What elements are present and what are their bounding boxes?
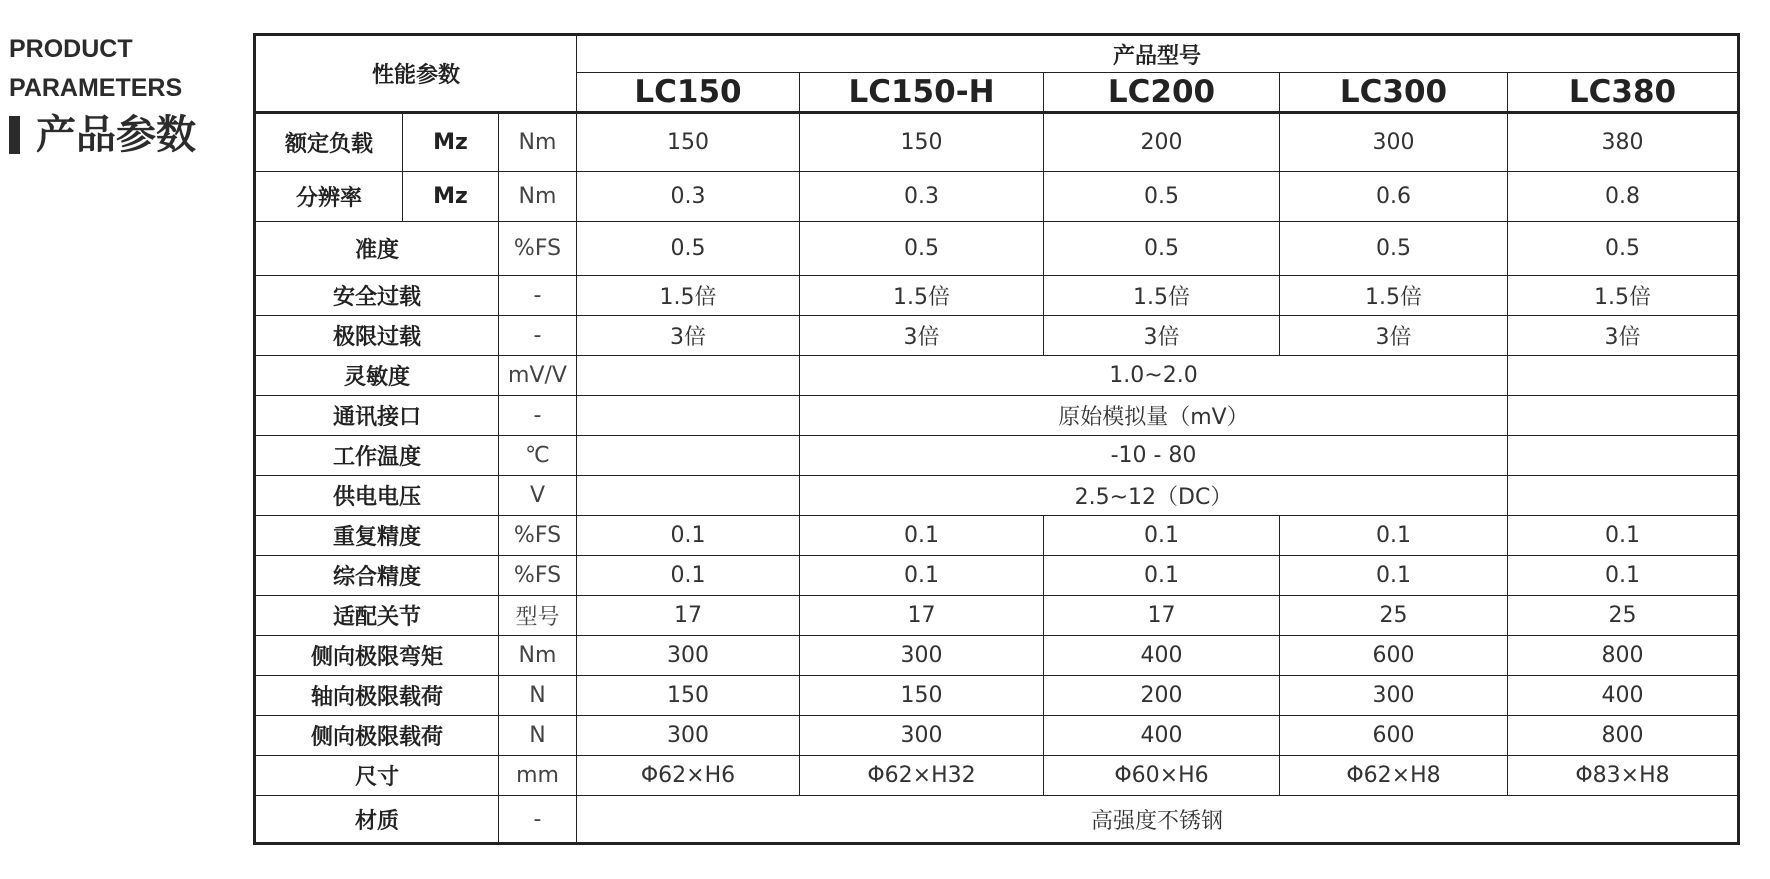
value-cell: 25 [1508,596,1739,636]
model-header: LC150-H [800,73,1044,113]
row-unit: V [499,476,577,516]
value-cell: 300 [800,636,1044,676]
value-cell: 0.5 [1508,222,1739,276]
row-unit: Nm [499,636,577,676]
model-header: LC380 [1508,73,1739,113]
value-cell: 1.5倍 [1280,276,1508,316]
empty-cell [1508,356,1739,396]
row-label: 极限过载 [255,316,499,356]
value-cell: 1.5倍 [1508,276,1739,316]
value-cell: 300 [577,716,800,756]
parameters-table [253,33,1740,845]
value-cell: 0.1 [577,516,800,556]
value-cell: 0.5 [1280,222,1508,276]
row-label: 分辨率 [255,172,403,222]
empty-cell [577,396,800,436]
value-cell: 17 [577,596,800,636]
merged-value-cell: 高强度不锈钢 [577,796,1739,844]
value-cell: 400 [1508,676,1739,716]
row-unit: %FS [499,556,577,596]
merged-value-cell: -10 - 80 [800,436,1508,476]
value-cell: 150 [800,676,1044,716]
value-cell: 0.1 [1280,556,1508,596]
empty-cell [577,356,800,396]
row-unit: Nm [499,172,577,222]
value-cell: 0.1 [1280,516,1508,556]
value-cell: 400 [1044,636,1280,676]
heading-line-parameters: PARAMETERS [9,74,183,102]
value-cell: 300 [1280,113,1508,172]
table-row [255,556,1739,596]
value-cell: 17 [1044,596,1280,636]
row-unit: N [499,676,577,716]
row-unit: - [499,396,577,436]
value-cell: 1.5倍 [800,276,1044,316]
row-label: 安全过载 [255,276,499,316]
row-label: 供电电压 [255,476,499,516]
table-row [255,172,1739,222]
row-unit: %FS [499,516,577,556]
row-label: 额定负载 [255,113,403,172]
heading-cn-text: 产品参数 [36,112,196,158]
value-cell: 25 [1280,596,1508,636]
table-row [255,396,1739,436]
value-cell: 800 [1508,636,1739,676]
value-cell: 600 [1280,636,1508,676]
empty-cell [1508,476,1739,516]
value-cell: 600 [1280,716,1508,756]
value-cell: 0.3 [800,172,1044,222]
table-row [255,113,1739,172]
value-cell: 300 [1280,676,1508,716]
value-cell: 150 [577,676,800,716]
empty-cell [577,436,800,476]
table-row [255,676,1739,716]
value-cell: 0.1 [1044,556,1280,596]
value-cell: 0.5 [800,222,1044,276]
value-cell: 3倍 [1280,316,1508,356]
row-label: 准度 [255,222,499,276]
empty-cell [1508,436,1739,476]
row-label: 适配关节 [255,596,499,636]
value-cell: Φ62×H6 [577,756,800,796]
value-cell: Φ83×H8 [1508,756,1739,796]
value-cell: 3倍 [1044,316,1280,356]
table-row [255,596,1739,636]
merged-value-cell: 1.0~2.0 [800,356,1508,396]
heading-cn [9,112,196,158]
row-unit: - [499,316,577,356]
value-cell: 0.8 [1508,172,1739,222]
value-cell: 400 [1044,716,1280,756]
table-row [255,716,1739,756]
table-row [255,796,1739,844]
value-cell: 3倍 [577,316,800,356]
model-header: LC200 [1044,73,1280,113]
row-label: 综合精度 [255,556,499,596]
value-cell: 150 [577,113,800,172]
empty-cell [577,476,800,516]
value-cell: 0.1 [1508,516,1739,556]
value-cell: 3倍 [800,316,1044,356]
value-cell: 0.3 [577,172,800,222]
row-label: 灵敏度 [255,356,499,396]
merged-value-cell: 2.5~12（DC） [800,476,1508,516]
empty-cell [1508,396,1739,436]
section-heading [9,30,196,158]
model-header: LC300 [1280,73,1508,113]
row-label: 材质 [255,796,499,844]
heading-line-product: PRODUCT [9,35,133,63]
row-unit: - [499,276,577,316]
value-cell: 800 [1508,716,1739,756]
header-performance-params: 性能参数 [255,35,577,113]
row-label: 侧向极限载荷 [255,716,499,756]
row-unit: ℃ [499,436,577,476]
value-cell: 1.5倍 [577,276,800,316]
header-row-top [255,35,1739,73]
value-cell: 0.1 [1508,556,1739,596]
row-label: 轴向极限载荷 [255,676,499,716]
table-row [255,316,1739,356]
value-cell: 300 [577,636,800,676]
row-unit: Nm [499,113,577,172]
table-row [255,222,1739,276]
value-cell: 200 [1044,676,1280,716]
table-row [255,276,1739,316]
value-cell: 0.1 [800,556,1044,596]
table-row [255,516,1739,556]
value-cell: 300 [800,716,1044,756]
row-sublabel: Mz [403,113,499,172]
row-sublabel: Mz [403,172,499,222]
header-product-model: 产品型号 [577,35,1739,73]
value-cell: 1.5倍 [1044,276,1280,316]
table-row [255,436,1739,476]
row-label: 尺寸 [255,756,499,796]
value-cell: 3倍 [1508,316,1739,356]
row-unit: mV/V [499,356,577,396]
row-label: 工作温度 [255,436,499,476]
table-row [255,356,1739,396]
value-cell: 17 [800,596,1044,636]
heading-bar-decoration [9,116,20,154]
value-cell: 0.5 [577,222,800,276]
value-cell: Φ62×H32 [800,756,1044,796]
value-cell: 0.1 [577,556,800,596]
value-cell: 0.1 [1044,516,1280,556]
row-label: 重复精度 [255,516,499,556]
value-cell: Φ62×H8 [1280,756,1508,796]
row-unit: %FS [499,222,577,276]
row-label: 侧向极限弯矩 [255,636,499,676]
table-row [255,476,1739,516]
value-cell: 0.1 [800,516,1044,556]
table-row [255,756,1739,796]
merged-value-cell: 原始模拟量（mV） [800,396,1508,436]
value-cell: 150 [800,113,1044,172]
table-row [255,636,1739,676]
value-cell: 0.6 [1280,172,1508,222]
value-cell: 380 [1508,113,1739,172]
value-cell: Φ60×H6 [1044,756,1280,796]
row-label: 通讯接口 [255,396,499,436]
row-unit: 型号 [499,596,577,636]
value-cell: 200 [1044,113,1280,172]
row-unit: mm [499,756,577,796]
row-unit: - [499,796,577,844]
row-unit: N [499,716,577,756]
value-cell: 0.5 [1044,172,1280,222]
value-cell: 0.5 [1044,222,1280,276]
model-header: LC150 [577,73,800,113]
